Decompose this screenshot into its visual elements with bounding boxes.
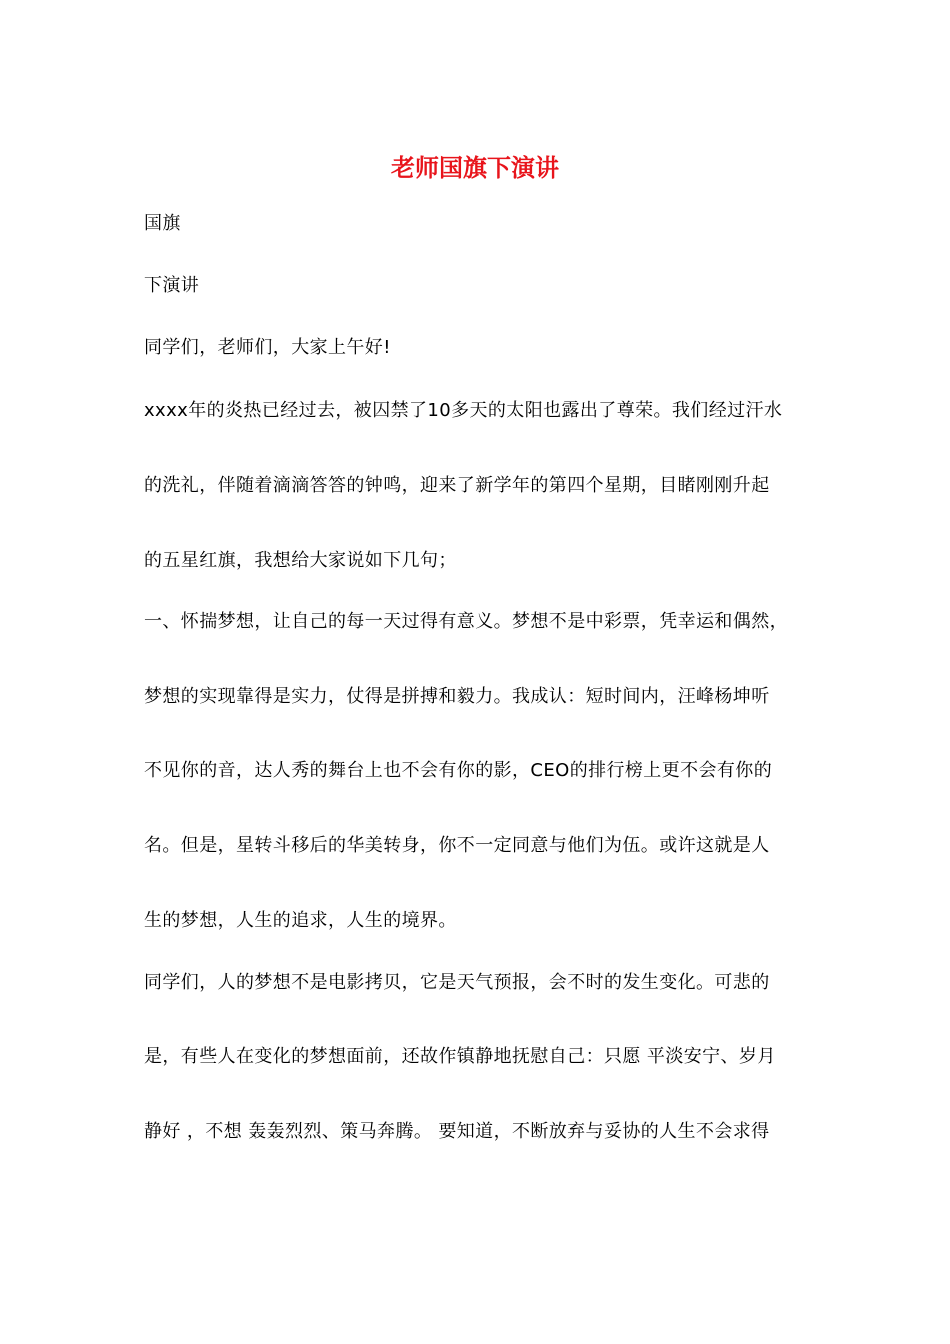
text-line: 梦想的实现靠得是实力，仗得是拼搏和毅力。我成认：短时间内，汪峰杨坤听 <box>144 686 770 707</box>
text-line: 国旗 <box>144 213 181 234</box>
text-line: 是，有些人在变化的梦想面前，还故作镇静地抚慰自己：只愿 平淡安宁、岁月 <box>144 1046 776 1067</box>
text-line: 下演讲 <box>144 275 200 296</box>
document-title: 老师国旗下演讲 <box>391 153 559 182</box>
text-line: 同学们，人的梦想不是电影拷贝，它是天气预报，会不时的发生变化。可悲的 <box>144 972 770 993</box>
text-line: 的洗礼，伴随着滴滴答答的钟鸣，迎来了新学年的第四个星期，目睹刚刚升起 <box>144 475 770 496</box>
text-line: 生的梦想，人生的追求，人生的境界。 <box>144 910 457 931</box>
text-line: 同学们，老师们，大家上午好! <box>144 337 391 358</box>
text-line: xxxx年的炎热已经过去，被囚禁了10多天的太阳也露出了尊荣。我们经过汗水 <box>144 400 783 421</box>
text-line: 不见你的音，达人秀的舞台上也不会有你的影，CEO的排行榜上更不会有你的 <box>144 760 773 781</box>
text-line: 静好 ，不想 轰轰烈烈、策马奔腾。 要知道，不断放弃与妥协的人生不会求得 <box>144 1121 770 1142</box>
text-line: 的五星红旗，我想给大家说如下几句； <box>144 550 457 571</box>
text-line: 名。但是，星转斗移后的华美转身，你不一定同意与他们为伍。或许这就是人 <box>144 835 770 856</box>
text-line: 一、怀揣梦想，让自己的每一天过得有意义。梦想不是中彩票，凭幸运和偶然， <box>144 611 788 632</box>
